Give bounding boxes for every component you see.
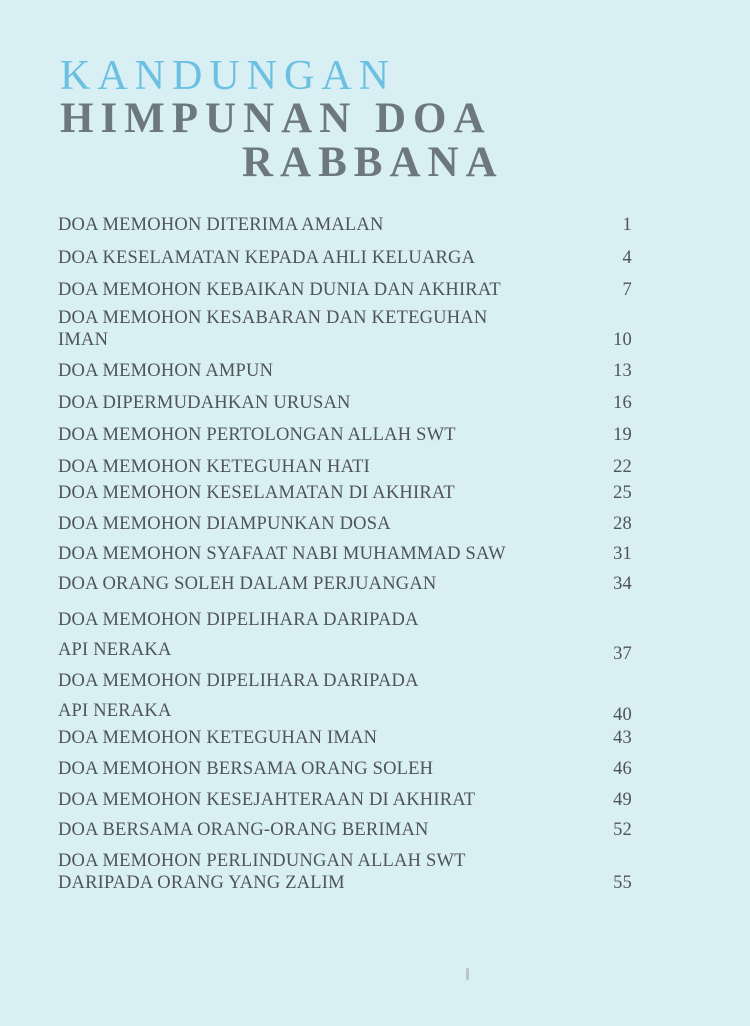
toc-entry-title: DOA BERSAMA ORANG-ORANG BERIMAN bbox=[58, 820, 429, 840]
toc-entry-title: DOA MEMOHON KESELAMATAN DI AKHIRAT bbox=[58, 483, 455, 503]
toc-entry bbox=[58, 214, 632, 236]
toc-entry bbox=[58, 789, 632, 811]
toc-entry bbox=[58, 513, 632, 535]
toc-entry-page: 4 bbox=[622, 248, 632, 268]
toc-entry-title: DOA MEMOHON KETEGUHAN IMAN bbox=[58, 728, 378, 748]
toc-entry-page: 55 bbox=[613, 873, 632, 893]
toc-entry-page: 34 bbox=[613, 574, 632, 594]
toc-entry-title: DOA DIPERMUDAHKAN URUSAN bbox=[58, 393, 351, 413]
toc-entry-page: 25 bbox=[613, 483, 632, 503]
book-title-line2: RABBANA bbox=[242, 139, 504, 186]
toc-entry-page: 28 bbox=[613, 514, 632, 534]
toc-entry bbox=[58, 360, 632, 382]
toc-entry bbox=[58, 758, 632, 780]
toc-entry-title: DOA MEMOHON DIPELIHARA DARIPADA API NERAKA bbox=[58, 671, 419, 721]
toc-entry-page: 49 bbox=[613, 790, 632, 810]
toc-entry-page: 22 bbox=[613, 457, 632, 477]
toc-entry bbox=[58, 573, 632, 595]
book-title-line1: HIMPUNAN DOA bbox=[60, 95, 492, 142]
toc-entry-page: 19 bbox=[613, 425, 632, 445]
toc-entry-page: 43 bbox=[613, 728, 632, 748]
toc-entry bbox=[58, 819, 632, 841]
toc-entry-title: DOA MEMOHON DIPELIHARA DARIPADA API NERAKA bbox=[58, 610, 419, 660]
toc-entry-page: 1 bbox=[622, 215, 632, 235]
toc-entry-title: DOA MEMOHON DITERIMA AMALAN bbox=[58, 215, 384, 235]
toc-entry-page: 10 bbox=[613, 330, 632, 350]
kandungan-heading: KANDUNGAN bbox=[60, 53, 396, 99]
toc-entry bbox=[58, 307, 632, 351]
toc-entry bbox=[58, 850, 632, 894]
toc-entry bbox=[58, 424, 632, 446]
toc-entry-title: DOA MEMOHON PERTOLONGAN ALLAH SWT bbox=[58, 425, 456, 445]
toc-entry-title: DOA KESELAMATAN KEPADA AHLI KELUARGA bbox=[58, 248, 476, 268]
toc-entry-title: DOA MEMOHON KESABARAN DAN KETEGUHAN IMAN bbox=[58, 308, 488, 350]
toc-entry bbox=[58, 456, 632, 478]
toc-entry bbox=[58, 392, 632, 414]
toc-entry-title: DOA ORANG SOLEH DALAM PERJUANGAN bbox=[58, 574, 437, 594]
toc-entry-page: 52 bbox=[613, 820, 632, 840]
toc-entry-page: 31 bbox=[613, 544, 632, 564]
toc-entry bbox=[58, 605, 632, 665]
toc-entry bbox=[58, 482, 632, 504]
toc-entry bbox=[58, 543, 632, 565]
toc-entry-page: 7 bbox=[622, 280, 632, 300]
toc-entry-title: DOA MEMOHON PERLINDUNGAN ALLAH SWT DARIPADA ORANG YANG ZALIM bbox=[58, 851, 466, 893]
toc-entry bbox=[58, 279, 632, 301]
toc-entry-page: 16 bbox=[613, 393, 632, 413]
toc-entry bbox=[58, 727, 632, 749]
scan-mark bbox=[466, 968, 469, 980]
toc-entry-title: DOA MEMOHON BERSAMA ORANG SOLEH bbox=[58, 759, 434, 779]
toc-entry-title: DOA MEMOHON DIAMPUNKAN DOSA bbox=[58, 514, 391, 534]
toc-entry-page: 46 bbox=[613, 759, 632, 779]
toc-entry bbox=[58, 666, 632, 726]
toc-entry-page: 37 bbox=[613, 644, 632, 664]
toc-entry-title: DOA MEMOHON AMPUN bbox=[58, 361, 274, 381]
toc-entry-title: DOA MEMOHON SYAFAAT NABI MUHAMMAD SAW bbox=[58, 544, 506, 564]
toc-entry bbox=[58, 247, 632, 269]
toc-entry-title: DOA MEMOHON KESEJAHTERAAN DI AKHIRAT bbox=[58, 790, 476, 810]
toc-entry-title: DOA MEMOHON KEBAIKAN DUNIA DAN AKHIRAT bbox=[58, 280, 501, 300]
toc-entry-page: 13 bbox=[613, 361, 632, 381]
toc-entry-title: DOA MEMOHON KETEGUHAN HATI bbox=[58, 457, 370, 477]
toc-entry-page: 40 bbox=[613, 705, 632, 725]
